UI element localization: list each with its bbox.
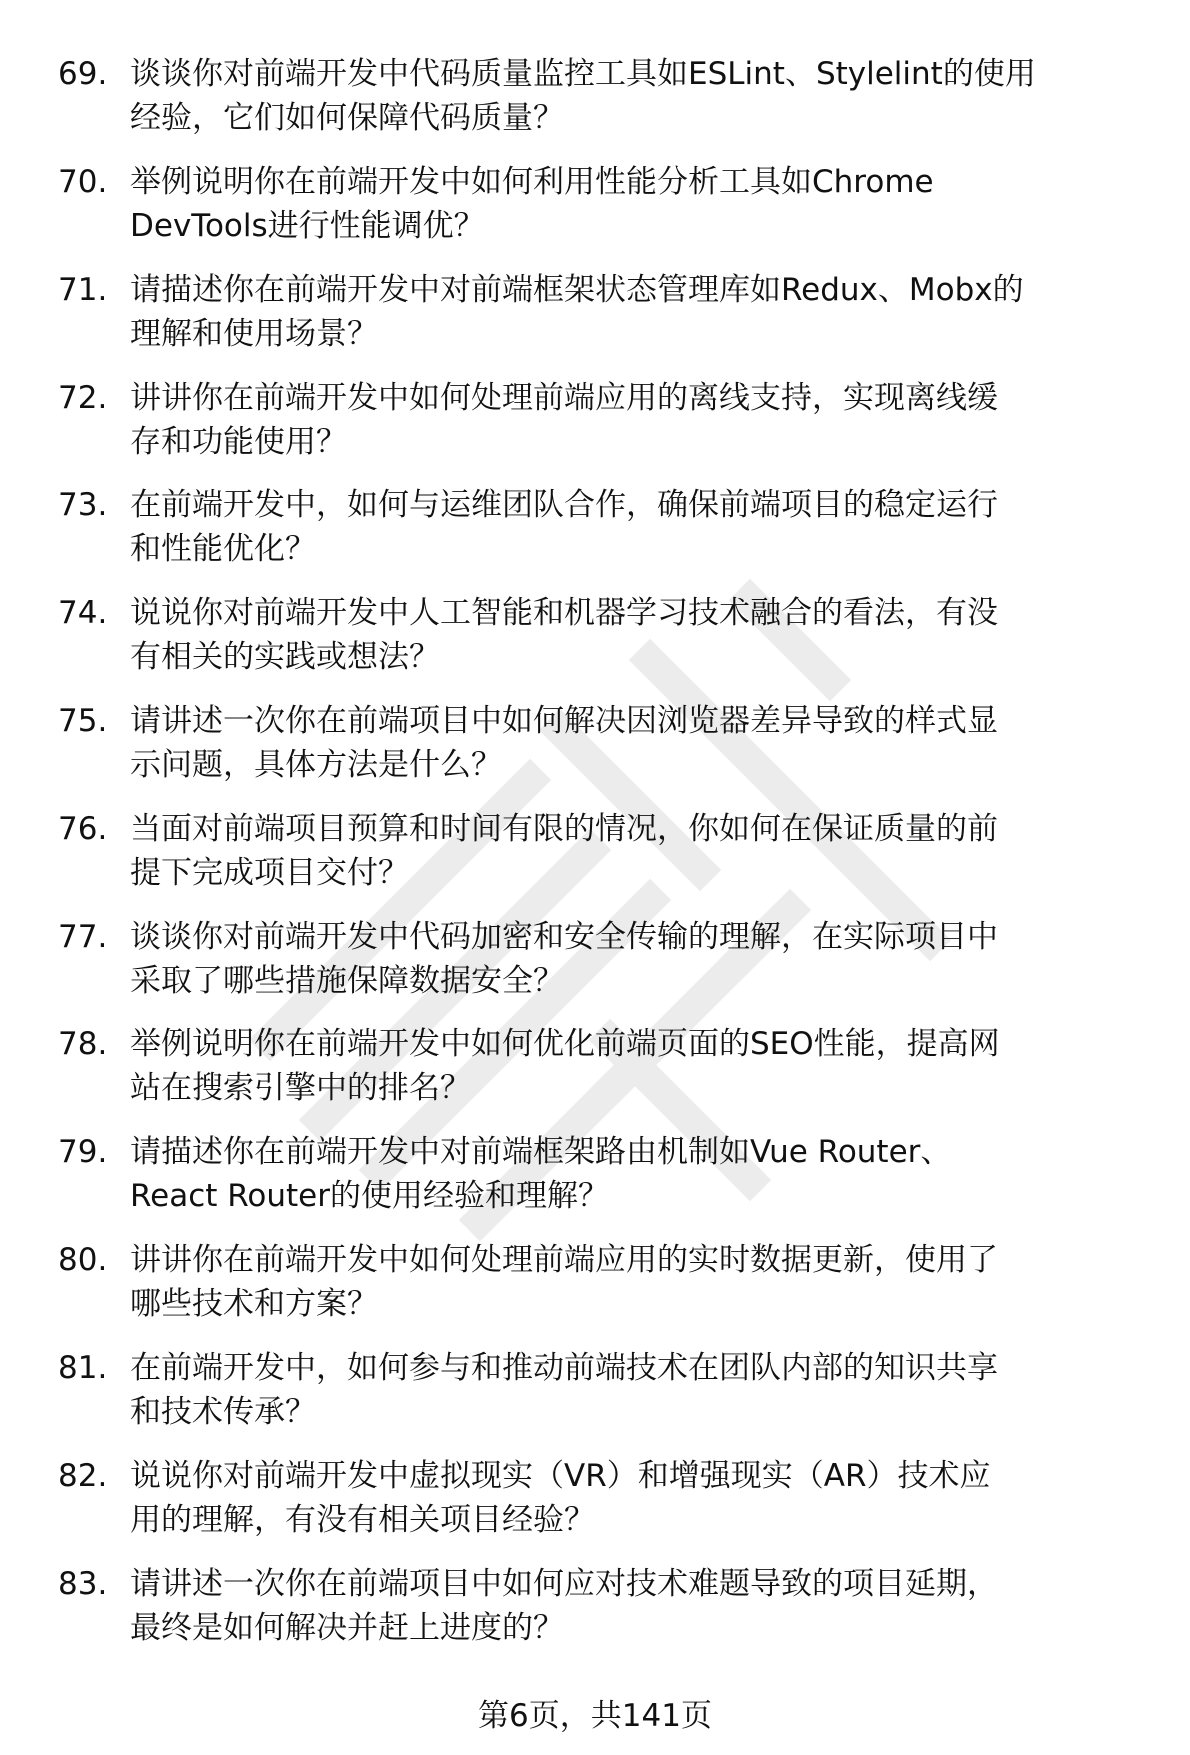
question-line: 和性能优化？ [130, 531, 316, 567]
question-line: 谈谈你对前端开发中代码加密和安全传输的理解，在实际项目中 [130, 919, 998, 955]
question-line: 讲讲你在前端开发中如何处理前端应用的实时数据更新，使用了 [130, 1242, 998, 1278]
question-item [0, 699, 1190, 799]
question-number: 82. [58, 1458, 108, 1494]
question-text [130, 160, 1165, 248]
question-line: 站在搜索引擎中的排名？ [130, 1070, 471, 1106]
question-text [130, 52, 1165, 140]
question-number: 69. [58, 56, 108, 92]
question-item [0, 807, 1190, 907]
question-line: 用的理解，有没有相关项目经验？ [130, 1502, 595, 1538]
question-line: 当面对前端项目预算和时间有限的情况，你如何在保证质量的前 [130, 811, 998, 847]
question-line: 说说你对前端开发中人工智能和机器学习技术融合的看法，有没 [130, 595, 998, 631]
question-number: 80. [58, 1242, 108, 1278]
page-number-label: 第6页，共141页 [478, 1698, 712, 1734]
question-line: 举例说明你在前端开发中如何利用性能分析工具如Chrome [130, 164, 934, 200]
question-number: 74. [58, 595, 108, 631]
question-number: 78. [58, 1026, 108, 1062]
question-text [130, 1562, 1165, 1650]
question-item [0, 1130, 1190, 1230]
question-text [130, 807, 1165, 895]
question-number: 70. [58, 164, 108, 200]
question-line: 有相关的实践或想法？ [130, 639, 440, 675]
question-item [0, 376, 1190, 476]
question-line: 举例说明你在前端开发中如何优化前端页面的SEO性能，提高网 [130, 1026, 1000, 1062]
question-number: 81. [58, 1350, 108, 1386]
question-item [0, 591, 1190, 691]
question-text [130, 1454, 1165, 1542]
question-text [130, 699, 1165, 787]
question-text [130, 1346, 1165, 1434]
question-number: 83. [58, 1566, 108, 1602]
question-item [0, 1022, 1190, 1122]
question-text [130, 376, 1165, 464]
question-number: 73. [58, 487, 108, 523]
question-number: 79. [58, 1134, 108, 1170]
question-text [130, 591, 1165, 679]
question-line: 在前端开发中，如何参与和推动前端技术在团队内部的知识共享 [130, 1350, 998, 1386]
question-item [0, 52, 1190, 152]
question-text [130, 1130, 1165, 1218]
question-item [0, 1238, 1190, 1338]
question-line: 经验，它们如何保障代码质量？ [130, 100, 564, 136]
question-line: 采取了哪些措施保障数据安全？ [130, 963, 564, 999]
question-line: 讲讲你在前端开发中如何处理前端应用的离线支持，实现离线缓 [130, 380, 998, 416]
question-number: 72. [58, 380, 108, 416]
question-number: 77. [58, 919, 108, 955]
question-item [0, 1346, 1190, 1446]
page-footer [0, 1696, 1190, 1736]
question-text [130, 268, 1165, 356]
question-line: 请描述你在前端开发中对前端框架状态管理库如Redux、Mobx的 [130, 272, 1024, 308]
question-item [0, 915, 1190, 1015]
question-line: 谈谈你对前端开发中代码质量监控工具如ESLint、Stylelint的使用 [130, 56, 1036, 92]
question-line: 提下完成项目交付？ [130, 855, 409, 891]
question-text [130, 915, 1165, 1003]
question-line: 请讲述一次你在前端项目中如何应对技术难题导致的项目延期， [130, 1566, 998, 1602]
question-number: 71. [58, 272, 108, 308]
question-line: 示问题，具体方法是什么？ [130, 747, 502, 783]
question-line: DevTools进行性能调优？ [130, 208, 485, 244]
question-item [0, 1454, 1190, 1554]
question-line: React Router的使用经验和理解？ [130, 1178, 610, 1214]
question-text [130, 483, 1165, 571]
question-line: 存和功能使用？ [130, 424, 347, 460]
question-line: 理解和使用场景？ [130, 316, 378, 352]
question-number: 75. [58, 703, 108, 739]
question-number: 76. [58, 811, 108, 847]
question-line: 说说你对前端开发中虚拟现实（VR）和增强现实（AR）技术应 [130, 1458, 991, 1494]
question-line: 请讲述一次你在前端项目中如何解决因浏览器差异导致的样式显 [130, 703, 998, 739]
question-item [0, 483, 1190, 583]
question-line: 在前端开发中，如何与运维团队合作，确保前端项目的稳定运行 [130, 487, 998, 523]
question-item [0, 1562, 1190, 1662]
question-item [0, 268, 1190, 368]
question-item [0, 160, 1190, 260]
question-line: 哪些技术和方案？ [130, 1286, 378, 1322]
question-line: 最终是如何解决并赶上进度的？ [130, 1610, 564, 1646]
question-text [130, 1022, 1165, 1110]
question-line: 和技术传承？ [130, 1394, 316, 1430]
question-line: 请描述你在前端开发中对前端框架路由机制如Vue Router、 [130, 1134, 952, 1170]
question-text [130, 1238, 1165, 1326]
